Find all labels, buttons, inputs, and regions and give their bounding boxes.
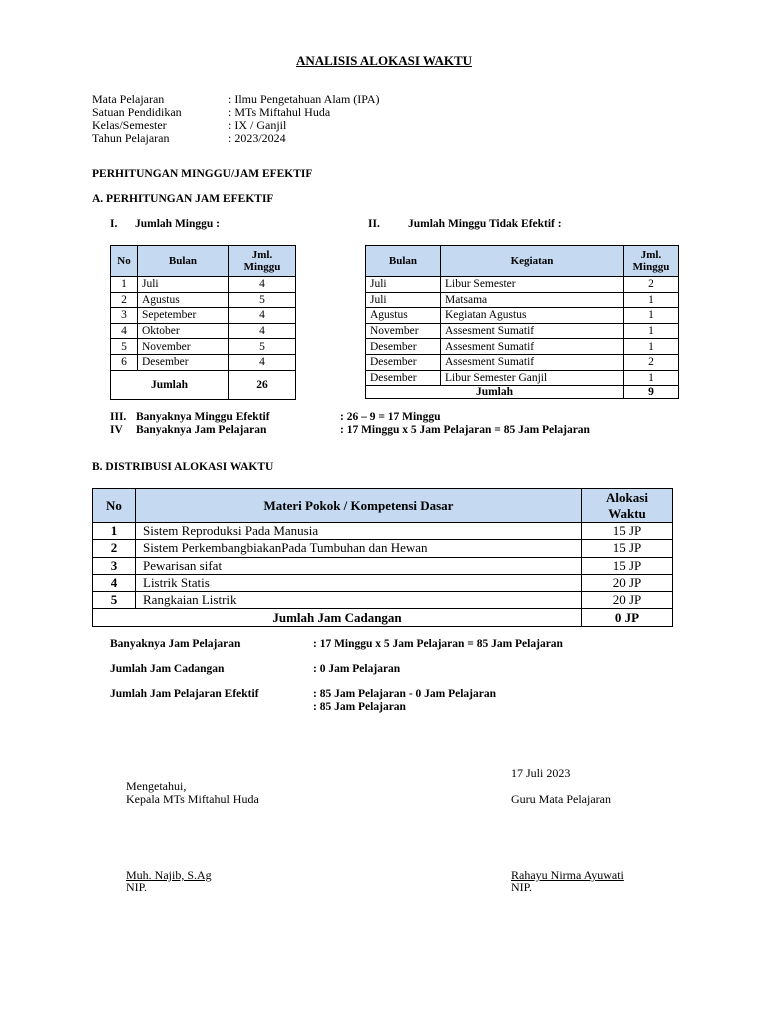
table-cell: Assesment Sumatif — [441, 339, 624, 355]
heading-main: PERHITUNGAN MINGGU/JAM EFEKTIF — [92, 168, 313, 180]
table-cell: Juli — [138, 277, 229, 293]
table-header: No — [93, 489, 136, 523]
table-cell: 4 — [111, 323, 138, 339]
summary-label: Banyaknya Jam Pelajaran — [110, 638, 241, 650]
info-label: Kelas/Semester — [92, 118, 167, 132]
signature-right-name: Rahayu Nirma Ayuwati — [511, 868, 624, 882]
table-header: Materi Pokok / Kompetensi Dasar — [136, 489, 582, 523]
summary-value: : 17 Minggu x 5 Jam Pelajaran = 85 Jam Pelajaran — [313, 638, 563, 650]
table-cell: Listrik Statis — [136, 574, 582, 591]
table-cell: 5 — [111, 339, 138, 355]
table-cell: November — [138, 339, 229, 355]
summary-value: : 85 Jam Pelajaran - 0 Jam Pelajaran — [313, 688, 497, 700]
table-cell: Libur Semester Ganjil — [441, 370, 624, 386]
info-value: : 2023/2024 — [228, 131, 286, 145]
table-row — [366, 323, 679, 339]
distribusi-table — [92, 488, 673, 627]
summary-label: Jumlah Jam Pelajaran Efektif — [110, 688, 259, 700]
table-cell: Sistem Reproduksi Pada Manusia — [136, 523, 582, 540]
table-cell: 6 — [111, 354, 138, 370]
total-value: 0 JP — [582, 609, 673, 626]
table-cell: 5 — [229, 339, 296, 355]
table-cell: 1 — [624, 339, 679, 355]
minggu-tidak-efektif-table — [365, 245, 679, 399]
total-label: Jumlah — [366, 386, 624, 399]
table-row — [93, 540, 673, 557]
table-cell: 1 — [624, 370, 679, 386]
table-cell: Kegiatan Agustus — [441, 308, 624, 324]
table-cell: 1 — [624, 292, 679, 308]
table-cell: Rangkaian Listrik — [136, 592, 582, 609]
signature-right-nip: NIP. — [511, 880, 533, 894]
effective-value: : 26 – 9 = 17 Minggu — [340, 411, 441, 423]
heading-a: A. PERHITUNGAN JAM EFEKTIF — [92, 193, 274, 205]
table-cell: Pewarisan sifat — [136, 557, 582, 574]
table-cell: Matsama — [441, 292, 624, 308]
info-label: Satuan Pendidikan — [92, 105, 182, 119]
info-block — [92, 93, 380, 145]
total-value: 26 — [229, 370, 296, 399]
info-value: : MTs Miftahul Huda — [228, 105, 331, 119]
effective-value: : 17 Minggu x 5 Jam Pelajaran = 85 Jam Pelajaran — [340, 424, 590, 436]
signature-left-name: Muh. Najib, S.Ag — [126, 868, 212, 882]
table-row — [93, 574, 673, 591]
table-row — [366, 308, 679, 324]
table-cell: Libur Semester — [441, 277, 624, 293]
table-cell: 5 — [229, 292, 296, 308]
table-cell: 1 — [93, 523, 136, 540]
table-cell: 15 JP — [582, 540, 673, 557]
table-row — [366, 277, 679, 293]
table-cell: Agustus — [138, 292, 229, 308]
table-cell: Assesment Sumatif — [441, 323, 624, 339]
table-cell: Assesment Sumatif — [441, 354, 624, 370]
table-row — [111, 277, 296, 293]
info-value: : IX / Ganjil — [228, 118, 287, 132]
signature-right-line: Guru Mata Pelajaran — [511, 792, 611, 806]
table-cell: 20 JP — [582, 574, 673, 591]
table-cell: Sistem PerkembangbiakanPada Tumbuhan dan Hewan — [136, 540, 582, 557]
table-cell: 2 — [111, 292, 138, 308]
table-header: Alokasi Waktu — [582, 489, 673, 523]
section-ii-num: II. — [368, 218, 380, 230]
table-row — [111, 354, 296, 370]
table-cell: 5 — [93, 592, 136, 609]
table-row — [366, 354, 679, 370]
table-cell: Oktober — [138, 323, 229, 339]
total-value: 9 — [624, 386, 679, 399]
table-cell: 20 JP — [582, 592, 673, 609]
table-cell: Desember — [366, 339, 441, 355]
table-header: Kegiatan — [441, 246, 624, 277]
total-label: Jumlah Jam Cadangan — [93, 609, 582, 626]
heading-b: B. DISTRIBUSI ALOKASI WAKTU — [92, 461, 274, 473]
table-cell: 1 — [624, 323, 679, 339]
section-i-num: I. — [110, 218, 118, 230]
table-header: Bulan — [366, 246, 441, 277]
table-row — [366, 370, 679, 386]
section-ii-label: Jumlah Minggu Tidak Efektif : — [408, 218, 562, 230]
info-label: Tahun Pelajaran — [92, 131, 170, 145]
summary-value: : 0 Jam Pelajaran — [313, 663, 401, 675]
table-header: Bulan — [138, 246, 229, 277]
signature-date: 17 Juli 2023 — [511, 766, 571, 780]
table-cell: 2 — [624, 354, 679, 370]
table-header: No — [111, 246, 138, 277]
signature-left-nip: NIP. — [126, 880, 148, 894]
table-cell: Desember — [366, 354, 441, 370]
effective-num: IV — [110, 424, 123, 436]
table-row — [366, 292, 679, 308]
table-header: Jml. Minggu — [229, 246, 296, 277]
table-total-row — [366, 386, 679, 399]
table-cell: 1 — [111, 277, 138, 293]
table-total-row — [93, 609, 673, 626]
table-cell: November — [366, 323, 441, 339]
table-cell: 4 — [229, 354, 296, 370]
table-cell: Desember — [138, 354, 229, 370]
info-label: Mata Pelajaran — [92, 92, 165, 106]
table-cell: 4 — [229, 323, 296, 339]
table-cell: Juli — [366, 292, 441, 308]
table-cell: 1 — [624, 308, 679, 324]
table-total-row — [111, 370, 296, 399]
table-cell: Desember — [366, 370, 441, 386]
effective-label: Banyaknya Jam Pelajaran — [136, 424, 267, 436]
table-cell: 2 — [624, 277, 679, 293]
table-cell: 4 — [93, 574, 136, 591]
effective-num: III. — [110, 411, 127, 423]
table-row — [111, 308, 296, 324]
table-cell: Juli — [366, 277, 441, 293]
table-row — [111, 339, 296, 355]
table-cell: 15 JP — [582, 523, 673, 540]
table-cell: 15 JP — [582, 557, 673, 574]
signature-left-line2: Kepala MTs Miftahul Huda — [126, 792, 259, 806]
table-row — [93, 557, 673, 574]
table-header: Jml. Minggu — [624, 246, 679, 277]
info-row — [92, 132, 380, 145]
table-cell: 3 — [93, 557, 136, 574]
table-cell: 2 — [93, 540, 136, 557]
table-cell: 4 — [229, 308, 296, 324]
jumlah-minggu-table — [110, 245, 296, 400]
table-cell: 4 — [229, 277, 296, 293]
table-cell: 3 — [111, 308, 138, 324]
summary-value: : 85 Jam Pelajaran — [313, 701, 406, 713]
summary-label: Jumlah Jam Cadangan — [110, 663, 225, 675]
table-row — [93, 523, 673, 540]
table-row — [93, 592, 673, 609]
info-value: : Ilmu Pengetahuan Alam (IPA) — [228, 92, 380, 106]
signature-left-line1: Mengetahui, — [126, 779, 187, 793]
table-row — [366, 339, 679, 355]
table-row — [111, 323, 296, 339]
section-i-label: Jumlah Minggu : — [135, 218, 220, 230]
effective-label: Banyaknya Minggu Efektif — [136, 411, 270, 423]
total-label: Jumlah — [111, 370, 229, 399]
table-row — [111, 292, 296, 308]
table-cell: Agustus — [366, 308, 441, 324]
document-title: ANALISIS ALOKASI WAKTU — [295, 53, 473, 68]
table-cell: Sepetember — [138, 308, 229, 324]
